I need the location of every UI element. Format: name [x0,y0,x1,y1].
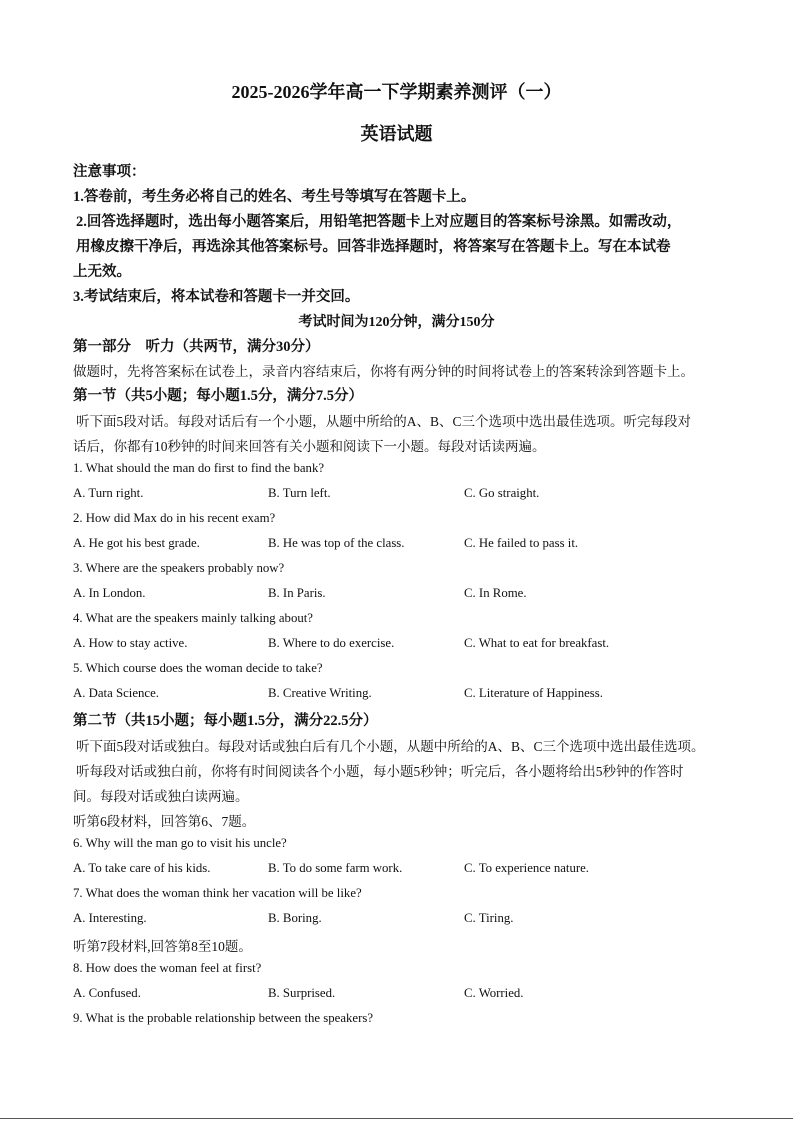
notes-heading: 注意事项： [73,164,146,180]
question-8-option-c: C. Worried. [464,986,524,1000]
note-3: 3.考试结束后，将本试卷和答题卡一并交回。 [73,289,360,305]
question-3-option-b: B. In Paris. [268,586,326,600]
question-5-option-b: B. Creative Writing. [268,686,372,700]
question-8-option-a: A. Confused. [73,986,141,1000]
note-2-line-2: 用橡皮擦干净后，再选涂其他答案标号。回答非选择题时，将答案写在答题卡上。写在本试卷 [76,239,671,255]
question-4-option-c: C. What to eat for breakfast. [464,636,610,650]
question-4: 4. What are the speakers mainly talking about? [73,611,313,625]
question-3: 3. Where are the speakers probably now? [73,561,285,575]
note-1: 1.答卷前，考生务必将自己的姓名、考生号等填写在答题卡上。 [73,189,476,205]
question-5: 5. Which course does the woman decide to take? [73,661,323,675]
question-2-option-c: C. He failed to pass it. [464,536,579,550]
section1-instruction-1: 听下面5段对话。每段对话后有一个小题，从题中所给的A、B、C三个选项中选出最佳选项。听完每段对 [76,414,692,429]
question-3-option-a: A. In London. [73,586,146,600]
part1-instruction: 做题时，先将答案标在试卷上，录音内容结束后，你将有两分钟的时间将试卷上的答案转涂到答题卡上。 [73,364,694,379]
section1-heading: 第一节（共5小题；每小题1.5分，满分7.5分） [73,388,363,404]
material-7-note: 听第7段材料,回答第8至10题。 [73,939,252,954]
question-8-option-b: B. Surprised. [268,986,336,1000]
question-6-option-a: A. To take care of his kids. [73,861,211,875]
question-6: 6. Why will the man go to visit his uncle? [73,836,287,850]
part1-heading: 第一部分 听力（共两节，满分30分） [73,339,320,355]
section2-instruction-1: 听下面5段对话或独白。每段对话或独白后有几个小题，从题中所给的A、B、C三个选项中选出最佳选项。 [76,739,705,754]
question-5-option-c: C. Literature of Happiness. [464,686,603,700]
section2-instruction-2: 听每段对话或独白前，你将有时间阅读各个小题，每小题5秒钟；听完后，各小题将给出5秒钟的作答时 [76,764,684,779]
section2-heading: 第二节（共15小题；每小题1.5分，满分22.5分） [73,713,378,729]
question-7-option-b: B. Boring. [268,911,322,925]
section1-instruction-2: 话后，你都有10秒钟的时间来回答有关小题和阅读下一小题。每段对话读两遍。 [73,439,546,454]
page-title: 2025-2026学年高一下学期素养测评（一） [231,82,562,102]
question-7-option-c: C. Tiring. [464,911,514,925]
question-6-option-c: C. To experience nature. [464,861,590,875]
exam-time: 考试时间为120分钟，满分150分 [298,315,495,330]
question-2: 2. How did Max do in his recent exam? [73,511,276,525]
question-1-option-c: C. Go straight. [464,486,540,500]
question-8: 8. How does the woman feel at first? [73,961,262,975]
question-4-option-b: B. Where to do exercise. [268,636,395,650]
question-1: 1. What should the man do first to find the bank? [73,461,325,475]
question-3-option-c: C. In Rome. [464,586,527,600]
question-1-option-b: B. Turn left. [268,486,331,500]
question-4-option-a: A. How to stay active. [73,636,188,650]
question-7: 7. What does the woman think her vacation will be like? [73,886,362,900]
question-2-option-a: A. He got his best grade. [73,536,200,550]
note-2-line-3: 上无效。 [73,264,131,280]
page-subtitle: 英语试题 [360,124,433,144]
section2-instruction-3: 间。每段对话或独白读两遍。 [73,789,249,804]
question-1-option-a: A. Turn right. [73,486,144,500]
material-6-note: 听第6段材料，回答第6、7题。 [73,814,256,829]
question-5-option-a: A. Data Science. [73,686,159,700]
note-2-line-1: 2.回答选择题时，选出每小题答案后，用铅笔把答题卡上对应题目的答案标号涂黑。如需改动， [76,214,682,230]
page-bottom-rule [0,1118,793,1119]
question-7-option-a: A. Interesting. [73,911,147,925]
question-2-option-b: B. He was top of the class. [268,536,405,550]
question-6-option-b: B. To do some farm work. [268,861,403,875]
question-9: 9. What is the probable relationship between the speakers? [73,1011,374,1025]
